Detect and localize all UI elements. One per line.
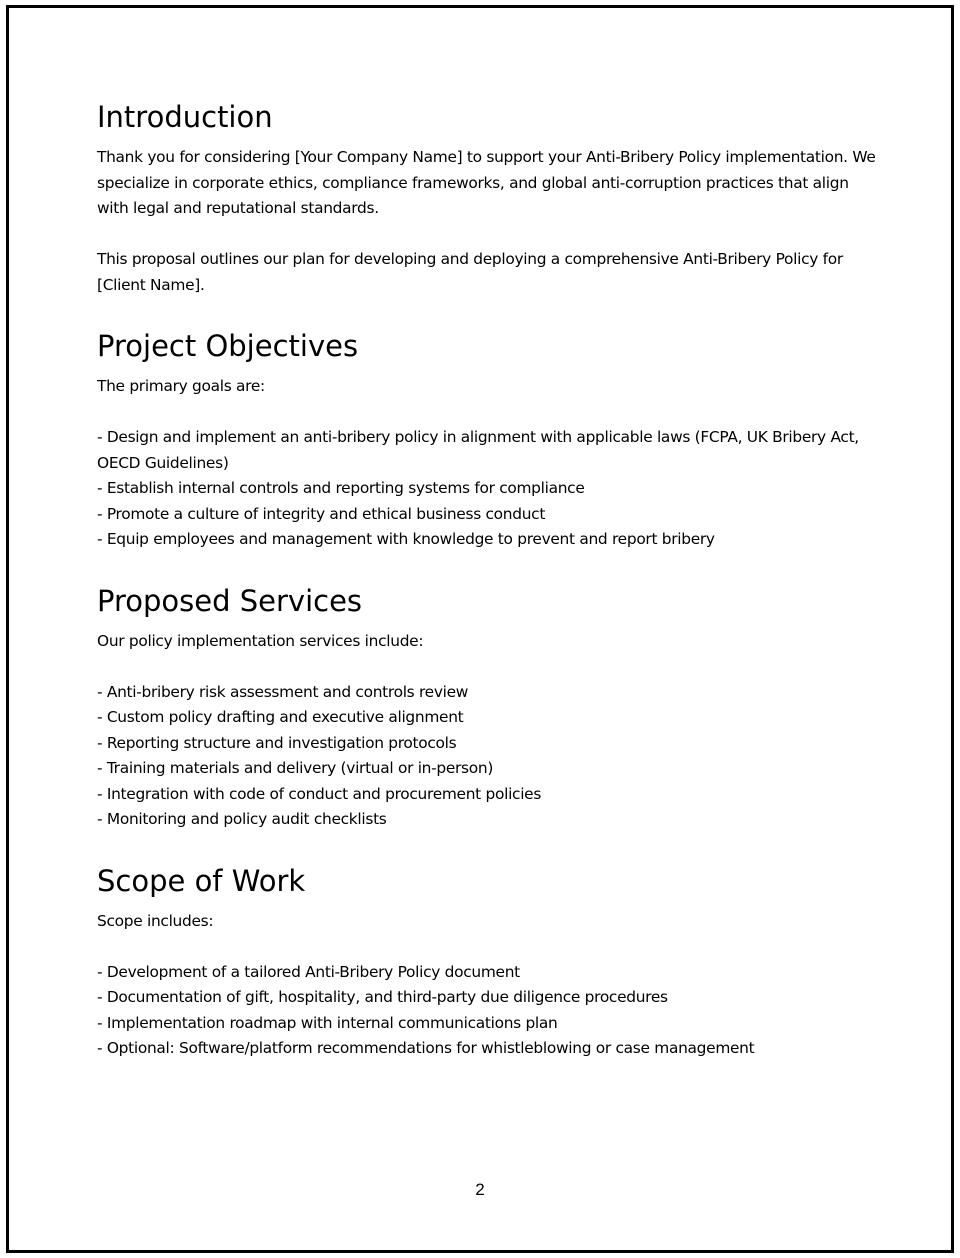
section-heading: Scope of Work — [97, 863, 306, 898]
section-intro: Our policy implementation services include: — [97, 631, 424, 650]
section-intro: Scope includes: — [97, 911, 214, 930]
list-item: - Development of a tailored Anti-Bribery Policy document — [97, 962, 520, 981]
list-item: - Equip employees and management with knowledge to prevent and report bribery — [97, 530, 715, 548]
section-heading: Introduction — [97, 100, 273, 134]
list-item: - Design and implement an anti-bribery policy in alignment with applicable laws (FCPA, UK Bribery Act, OECD Guidelines) — [97, 428, 859, 472]
list-item: - Monitoring and policy audit checklists — [97, 810, 387, 828]
section-heading: Project Objectives — [97, 329, 359, 363]
list-item: - Promote a culture of integrity and ethical business conduct — [97, 504, 546, 523]
list-item: - Implementation roadmap with internal communications plan — [97, 1013, 558, 1032]
paragraph: Thank you for considering [Your Company Name] to support your Anti-Bribery Policy implementation. We specialize in corporate ethics, compliance frameworks, and global anti-corruption practices that align with legal and reputational standards. — [97, 148, 876, 217]
section-intro: The primary goals are: — [97, 377, 265, 395]
list-item: - Establish internal controls and reporting systems for compliance — [97, 479, 585, 497]
list-item: - Custom policy drafting and executive alignment — [97, 708, 464, 726]
section-proposed-services — [97, 580, 877, 833]
paragraph: This proposal outlines our plan for developing and deploying a comprehensive Anti-Bribery Policy for [Client Name]. — [97, 250, 843, 294]
objectives-list — [97, 425, 877, 553]
services-list — [97, 680, 877, 833]
section-introduction — [97, 96, 877, 298]
list-item: - Anti-bribery risk assessment and controls review — [97, 682, 469, 701]
list-item: - Optional: Software/platform recommendations for whistleblowing or case management — [97, 1039, 755, 1057]
scope-list — [97, 960, 877, 1062]
document-body — [97, 96, 877, 1089]
list-item: - Reporting structure and investigation protocols — [97, 733, 457, 752]
list-item: - Training materials and delivery (virtual or in-person) — [97, 759, 494, 777]
section-scope-of-work — [97, 860, 877, 1062]
section-heading: Proposed Services — [97, 583, 363, 618]
page-number: 2 — [475, 1180, 485, 1199]
section-project-objectives — [97, 325, 877, 553]
list-item: - Documentation of gift, hospitality, and third-party due diligence procedures — [97, 988, 668, 1006]
list-item: - Integration with code of conduct and procurement policies — [97, 784, 542, 803]
